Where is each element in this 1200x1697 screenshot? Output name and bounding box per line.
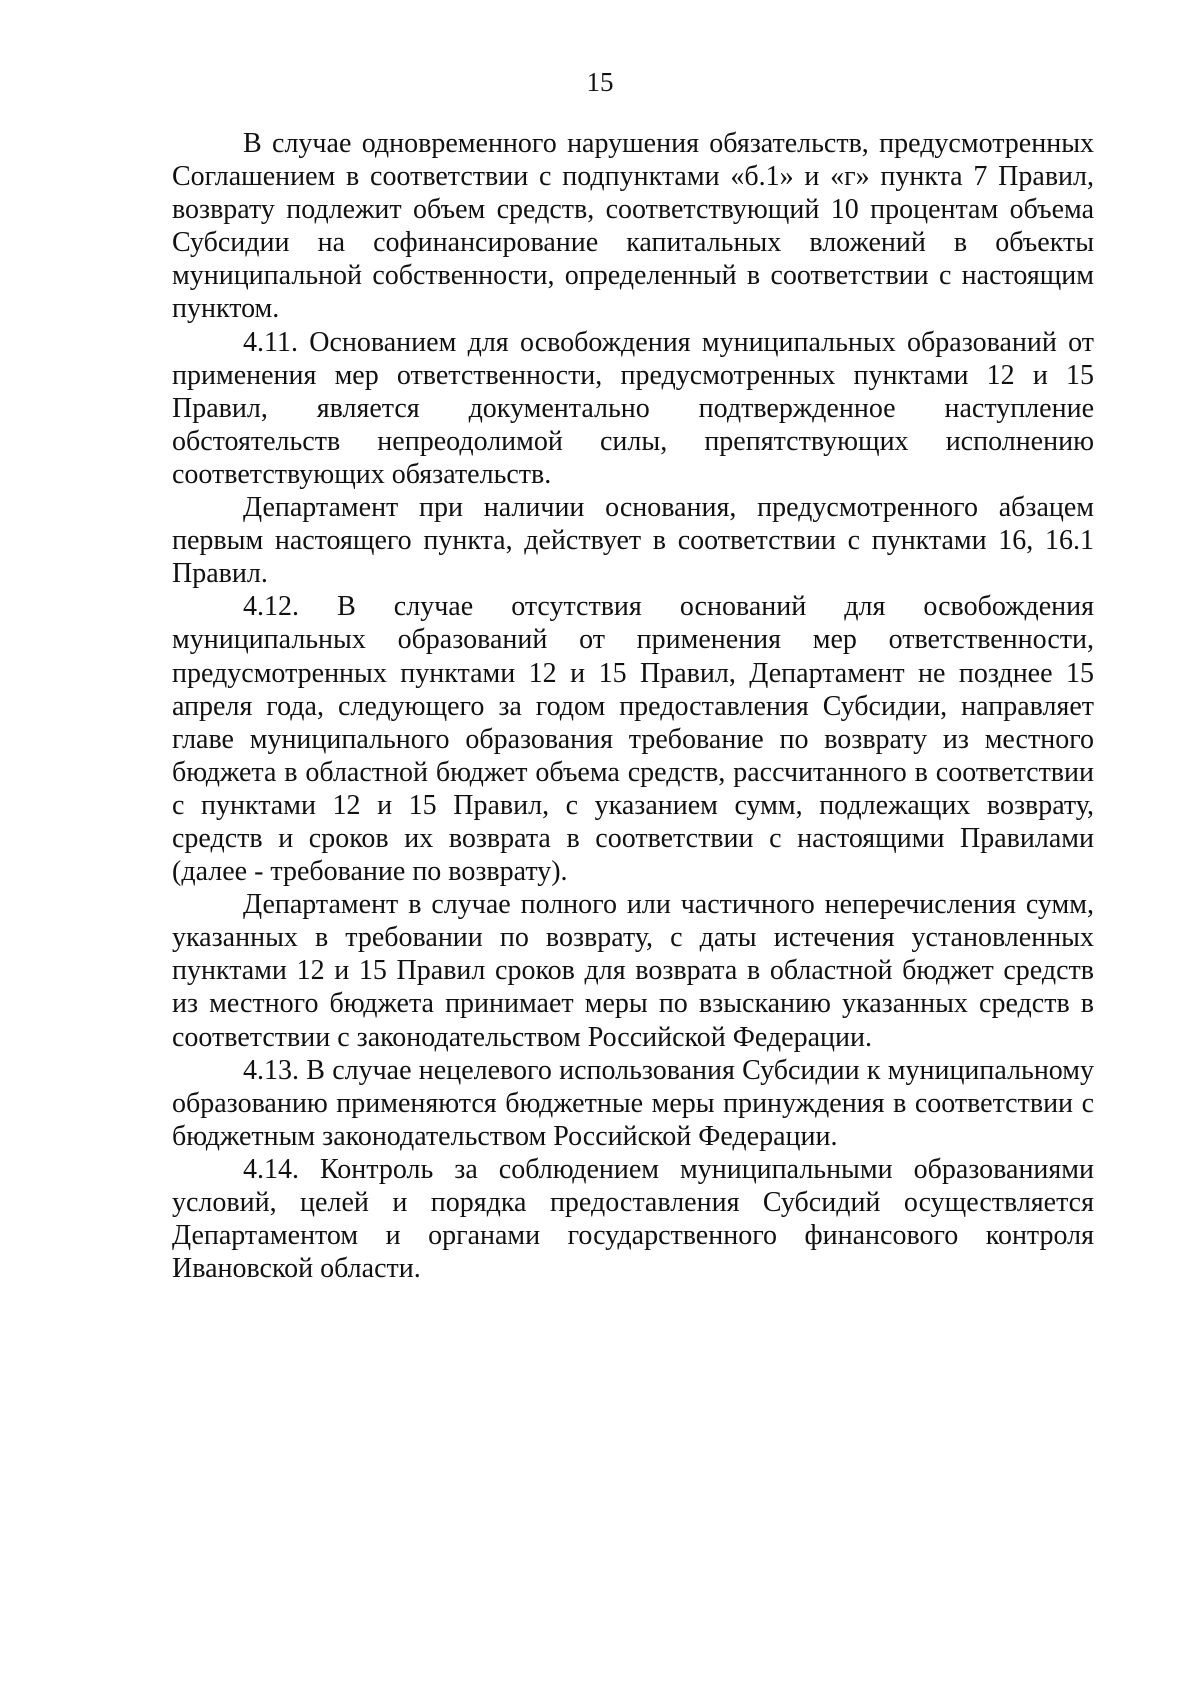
paragraph-4-13: 4.13. В случае нецелевого использования Субсидии к муниципальному образованию применяются бюджетные меры принуждения в соответствии с бюджетным законодательством Российской Федерации. xyxy=(172,1054,1094,1152)
paragraph-4-12: 4.12. В случае отсутствия оснований для освобождения муниципальных образований от применения мер ответственности, предусмотренных пунктами 12 и 15 Правил, Департамент не позднее 15 апреля года, следующего за годом предоставления Субсидии, направляет главе муниципального образования требование по возврату из местного бюджета в областной бюджет объема средств, рассчитанного в соответствии с пунктами 12 и 15 Правил, с указанием сумм, подлежащих возврату, средств и сроков их возврата в соответствии с настоящими Правилами (далее - требование по возврату). xyxy=(172,591,1094,888)
paragraph-4-14: 4.14. Контроль за соблюдением муниципальными образованиями условий, целей и порядка предоставления Субсидий осуществляется Департаментом и органами государственного финансового контроля Ивановской области. xyxy=(172,1153,1094,1285)
paragraph-4-11: 4.11. Основанием для освобождения муниципальных образований от применения мер ответственности, предусмотренных пунктами 12 и 15 Правил, является документально подтвержденное наступление обстоятельств непреодолимой силы, препятствующих исполнению соответствующих обязательств. xyxy=(172,326,1094,490)
paragraph-recovery-measures: Департамент в случае полного или частичного неперечисления сумм, указанных в требовании по возврату, с даты истечения установленных пунктами 12 и 15 Правил сроков для возврата в областной бюджет средств из местного бюджета принимает меры по взысканию указанных средств в соответствии с законодательством Российской Федерации. xyxy=(172,889,1094,1053)
paragraph-return-obligations: В случае одновременного нарушения обязательств, предусмотренных Соглашением в соответствии с подпунктами «б.1» и «г» пункта 7 Правил, возврату подлежит объем средств, соответствующий 10 процентам объема Субсидии на софинансирование капитальных вложений в объекты муниципальной собственности, определенный в соответствии с настоящим пунктом. xyxy=(172,128,1094,325)
page-number: 15 xyxy=(586,67,614,97)
document-body xyxy=(172,127,1094,1285)
paragraph-department-action: Департамент при наличии основания, предусмотренного абзацем первым настоящего пункта, действует в соответствии с пунктами 16, 16.1 Правил. xyxy=(172,492,1094,590)
